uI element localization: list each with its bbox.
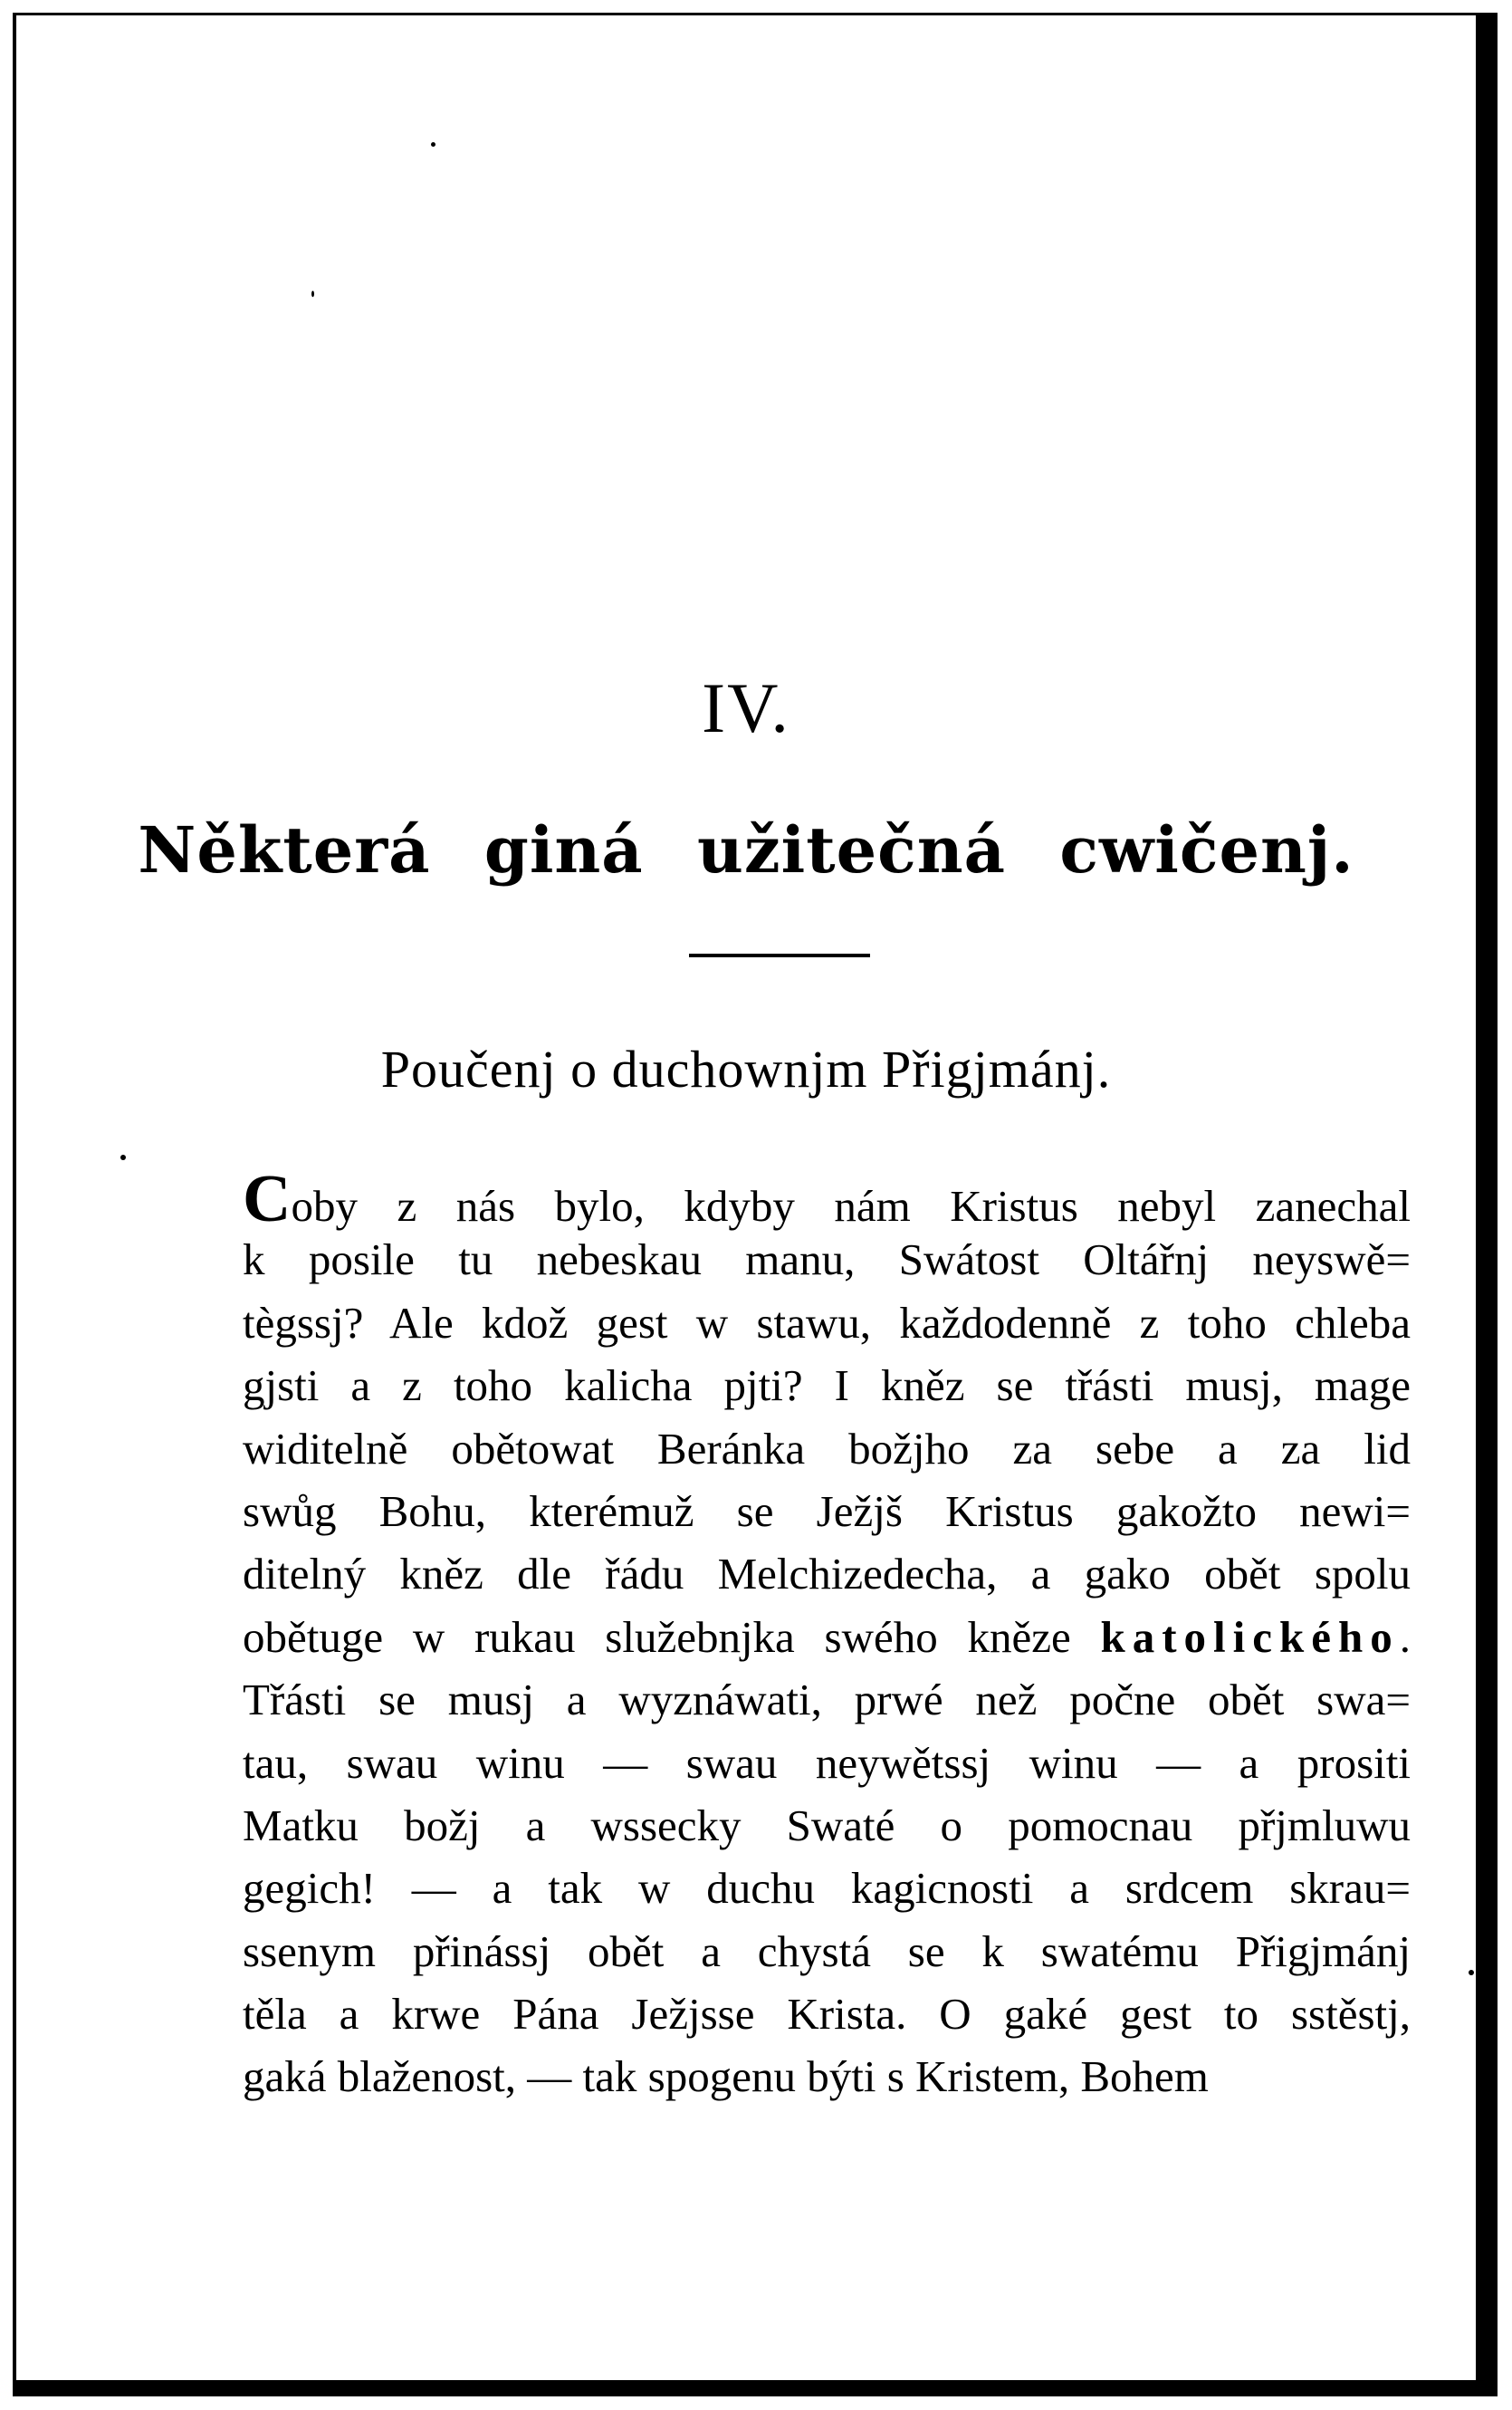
title-divider xyxy=(689,954,870,957)
text-line: ssenym přinássj obět a chystá se k swatému Přigjmánj xyxy=(243,1925,1411,1976)
text-line: widitelně obětowat Beránka božjho za sebe a za lid xyxy=(243,1423,1411,1474)
text-line: Matku božj a wssecky Swaté o pomocnau přjmluwu xyxy=(243,1800,1411,1850)
paper-speck xyxy=(1469,1970,1474,1975)
chapter-title: Některá giná užitečná cwičenj. xyxy=(138,812,1354,888)
text-line: ditelný kněz dle řádu Melchizedecha, a gako obět spolu xyxy=(243,1549,1411,1599)
text-line: Coby z nás bylo, kdyby nám Kristus nebyl zanechal xyxy=(243,1162,1411,1236)
emphasized-word: katolického xyxy=(1100,1611,1400,1662)
body-text xyxy=(243,1162,1411,2108)
chapter-number: IV. xyxy=(702,668,790,747)
section-heading: Poučenj o duchownjm Přigjmánj. xyxy=(380,1040,1112,1099)
text-line: Třásti se musj a wyznáwati, prwé než počne obět swa= xyxy=(243,1675,1411,1725)
text-line: gaká blaženost, — tak spogenu býti s Kristem, Bohem xyxy=(243,2051,1209,2102)
paper-speck xyxy=(311,291,314,297)
text-line: k posile tu nebeskau manu, Swátost Oltářnj neyswě= xyxy=(243,1234,1411,1285)
paper-speck xyxy=(431,142,435,147)
paper-speck xyxy=(120,1155,126,1160)
text-line: obětuge w rukau služebnjka swého kněze katolického. xyxy=(243,1611,1411,1662)
book-page xyxy=(13,13,1498,2396)
text-line: tau, swau winu — swau neywětssj winu — a prositi xyxy=(243,1737,1411,1788)
text-line: těla a krwe Pána Ježjsse Krista. O gaké gest to sstěstj, xyxy=(243,1989,1411,2040)
text-line: gjsti a z toho kalicha pjti? I kněz se třásti musj, mage xyxy=(243,1360,1411,1411)
drop-cap: C xyxy=(243,1162,292,1236)
text-line: tègssj? Ale kdož gest w stawu, každodenně z toho chleba xyxy=(243,1297,1411,1348)
text-line: swůg Bohu, kterémuž se Ježjš Kristus gakožto newi= xyxy=(243,1485,1411,1536)
text-line: gegich! — a tak w duchu kagicnosti a srdcem skrau= xyxy=(243,1863,1411,1914)
